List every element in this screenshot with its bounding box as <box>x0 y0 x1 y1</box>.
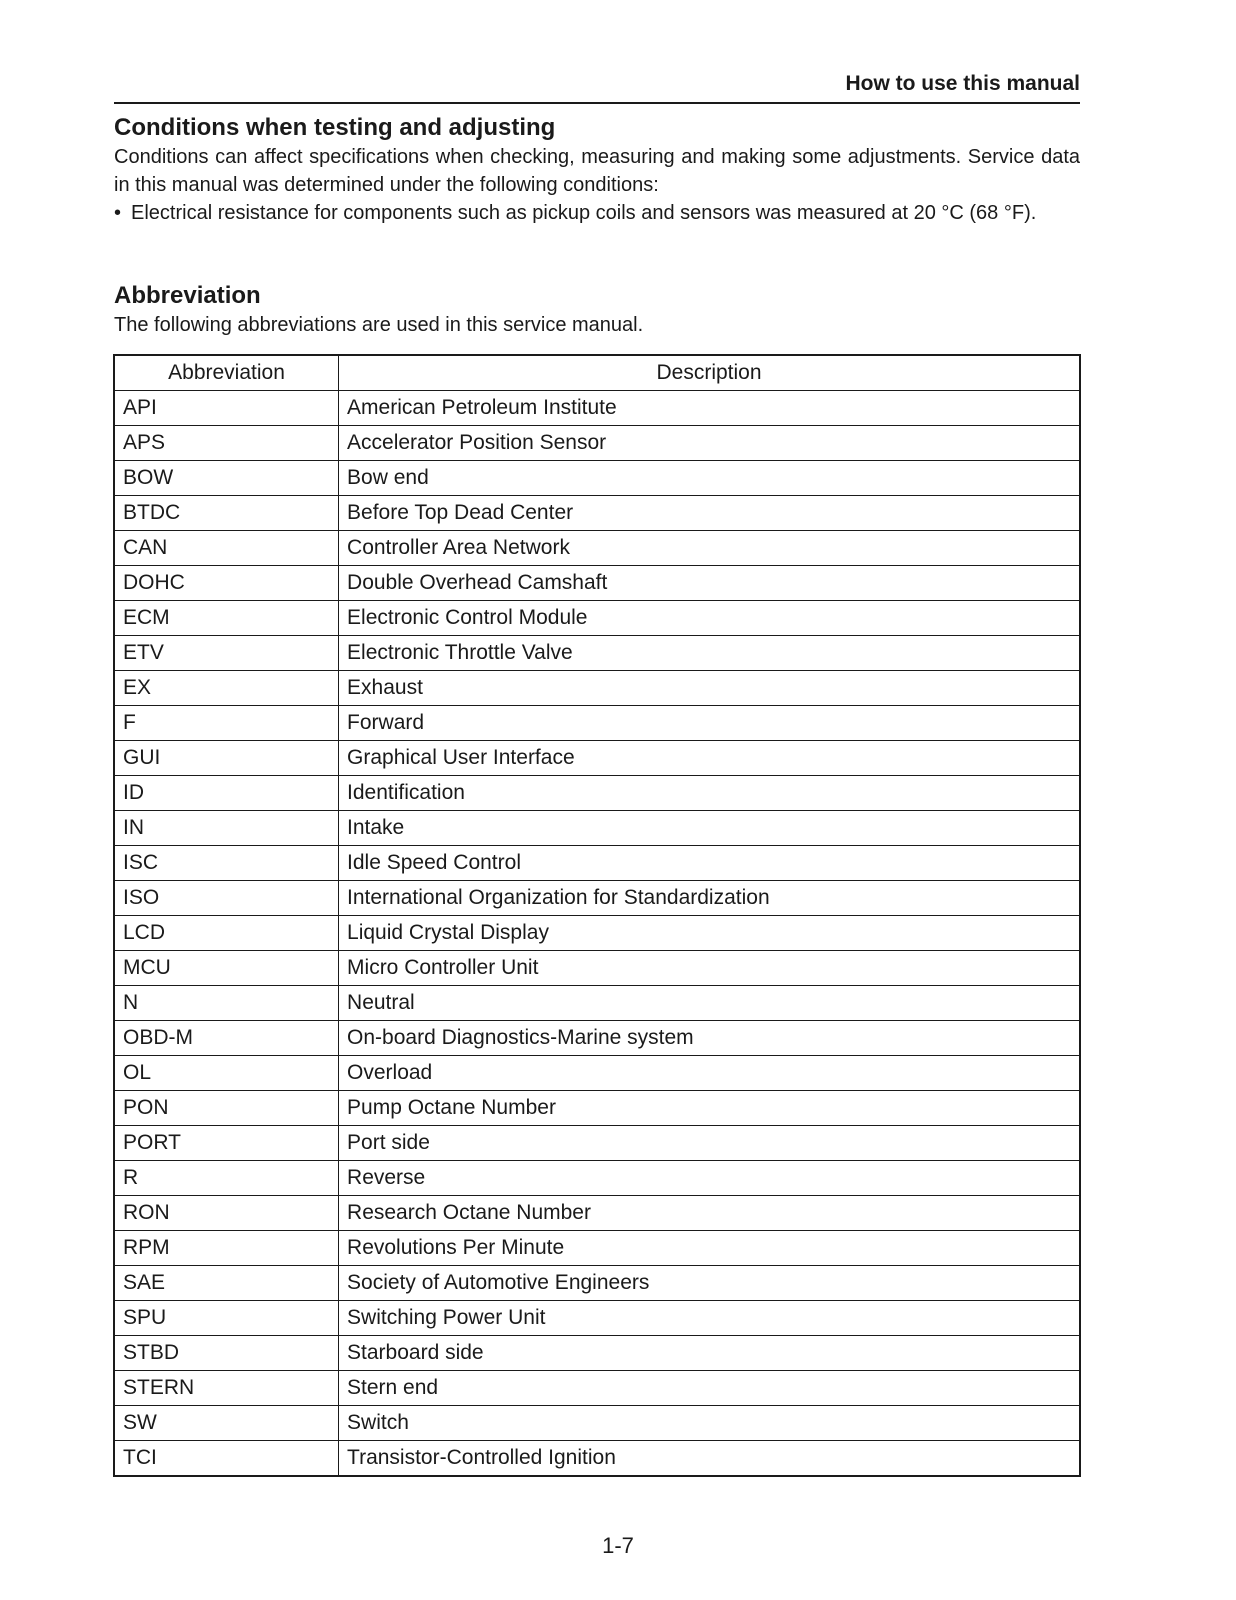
table-row <box>114 1161 1080 1196</box>
conditions-bullet-item <box>114 199 1080 227</box>
abbreviation-heading: Abbreviation <box>114 282 261 309</box>
description-cell: Forward <box>339 706 1080 741</box>
table-row <box>114 601 1080 636</box>
description-cell: Transistor-Controlled Ignition <box>339 1441 1080 1477</box>
table-body <box>114 391 1080 1477</box>
abbreviation-cell: TCI <box>114 1441 339 1477</box>
description-cell: Graphical User Interface <box>339 741 1080 776</box>
description-cell: Starboard side <box>339 1336 1080 1371</box>
abbreviation-cell: MCU <box>114 951 339 986</box>
abbreviation-cell: R <box>114 1161 339 1196</box>
table-row <box>114 496 1080 531</box>
table-row <box>114 671 1080 706</box>
description-cell: Accelerator Position Sensor <box>339 426 1080 461</box>
bullet-icon: • <box>114 202 122 224</box>
abbreviation-cell: LCD <box>114 916 339 951</box>
description-cell: Micro Controller Unit <box>339 951 1080 986</box>
column-header-abbreviation: Abbreviation <box>114 355 339 391</box>
abbreviation-cell: DOHC <box>114 566 339 601</box>
description-cell: Port side <box>339 1126 1080 1161</box>
table-row <box>114 1336 1080 1371</box>
conditions-intro: Conditions can affect specifications when checking, measuring and making some adjustments. Service data in this manual was determined under the following conditions: <box>114 146 1080 196</box>
description-cell: Switching Power Unit <box>339 1301 1080 1336</box>
table-row <box>114 776 1080 811</box>
description-cell: Before Top Dead Center <box>339 496 1080 531</box>
abbreviation-cell: PORT <box>114 1126 339 1161</box>
abbreviation-cell: OBD-M <box>114 1021 339 1056</box>
abbreviation-cell: SAE <box>114 1266 339 1301</box>
table-row <box>114 881 1080 916</box>
abbreviation-cell: API <box>114 391 339 426</box>
abbreviation-cell: RON <box>114 1196 339 1231</box>
page-number: 1-7 <box>602 1533 634 1558</box>
table-row <box>114 916 1080 951</box>
abbreviation-cell: EX <box>114 671 339 706</box>
abbreviation-cell: F <box>114 706 339 741</box>
abbreviation-cell: SPU <box>114 1301 339 1336</box>
description-cell: Bow end <box>339 461 1080 496</box>
table-row <box>114 636 1080 671</box>
abbreviation-cell: BTDC <box>114 496 339 531</box>
abbreviation-cell: ETV <box>114 636 339 671</box>
abbreviation-cell: GUI <box>114 741 339 776</box>
page-header <box>114 72 1080 104</box>
abbreviation-cell: SW <box>114 1406 339 1441</box>
running-title: How to use this manual <box>845 72 1080 95</box>
description-cell: Revolutions Per Minute <box>339 1231 1080 1266</box>
table-row <box>114 1301 1080 1336</box>
abbreviation-cell: ISC <box>114 846 339 881</box>
abbreviation-cell: PON <box>114 1091 339 1126</box>
table-row <box>114 986 1080 1021</box>
description-cell: Identification <box>339 776 1080 811</box>
table-row <box>114 566 1080 601</box>
table-row <box>114 531 1080 566</box>
description-cell: Stern end <box>339 1371 1080 1406</box>
table-row <box>114 1021 1080 1056</box>
table-row <box>114 1266 1080 1301</box>
table-row <box>114 741 1080 776</box>
table-row <box>114 811 1080 846</box>
abbreviation-cell: N <box>114 986 339 1021</box>
description-cell: Research Octane Number <box>339 1196 1080 1231</box>
abbreviation-cell: ECM <box>114 601 339 636</box>
description-cell: On-board Diagnostics-Marine system <box>339 1021 1080 1056</box>
conditions-section <box>114 113 1080 227</box>
description-cell: Liquid Crystal Display <box>339 916 1080 951</box>
abbreviation-cell: RPM <box>114 1231 339 1266</box>
description-cell: Society of Automotive Engineers <box>339 1266 1080 1301</box>
description-cell: Pump Octane Number <box>339 1091 1080 1126</box>
table-row <box>114 426 1080 461</box>
description-cell: Controller Area Network <box>339 531 1080 566</box>
description-cell: Reverse <box>339 1161 1080 1196</box>
conditions-bullet-text: Electrical resistance for components such as pickup coils and sensors was measured at 20 °C (68 °F). <box>131 202 1037 224</box>
abbreviation-cell: STBD <box>114 1336 339 1371</box>
description-cell: Switch <box>339 1406 1080 1441</box>
abbreviation-cell: APS <box>114 426 339 461</box>
abbreviation-intro: The following abbreviations are used in this service manual. <box>114 314 644 336</box>
table-row <box>114 1126 1080 1161</box>
table-row <box>114 1406 1080 1441</box>
abbreviation-cell: ISO <box>114 881 339 916</box>
abbreviation-cell: BOW <box>114 461 339 496</box>
column-header-description: Description <box>339 355 1080 391</box>
table-row <box>114 391 1080 426</box>
table-row <box>114 846 1080 881</box>
table-row <box>114 1371 1080 1406</box>
description-cell: Intake <box>339 811 1080 846</box>
abbreviation-table <box>113 354 1081 1477</box>
table-row <box>114 706 1080 741</box>
description-cell: Electronic Throttle Valve <box>339 636 1080 671</box>
description-cell: Overload <box>339 1056 1080 1091</box>
description-cell: Double Overhead Camshaft <box>339 566 1080 601</box>
abbreviation-cell: STERN <box>114 1371 339 1406</box>
table-row <box>114 1196 1080 1231</box>
description-cell: International Organization for Standardization <box>339 881 1080 916</box>
abbreviation-cell: ID <box>114 776 339 811</box>
abbreviation-cell: IN <box>114 811 339 846</box>
table-row <box>114 951 1080 986</box>
table-row <box>114 1056 1080 1091</box>
description-cell: Electronic Control Module <box>339 601 1080 636</box>
abbreviation-section <box>114 281 1080 339</box>
table-row <box>114 1231 1080 1266</box>
table-row <box>114 1441 1080 1477</box>
abbreviation-cell: CAN <box>114 531 339 566</box>
description-cell: Exhaust <box>339 671 1080 706</box>
abbreviation-cell: OL <box>114 1056 339 1091</box>
table-row <box>114 461 1080 496</box>
description-cell: Neutral <box>339 986 1080 1021</box>
table-header-row <box>114 355 1080 391</box>
table-row <box>114 1091 1080 1126</box>
description-cell: American Petroleum Institute <box>339 391 1080 426</box>
description-cell: Idle Speed Control <box>339 846 1080 881</box>
conditions-heading: Conditions when testing and adjusting <box>114 114 556 141</box>
